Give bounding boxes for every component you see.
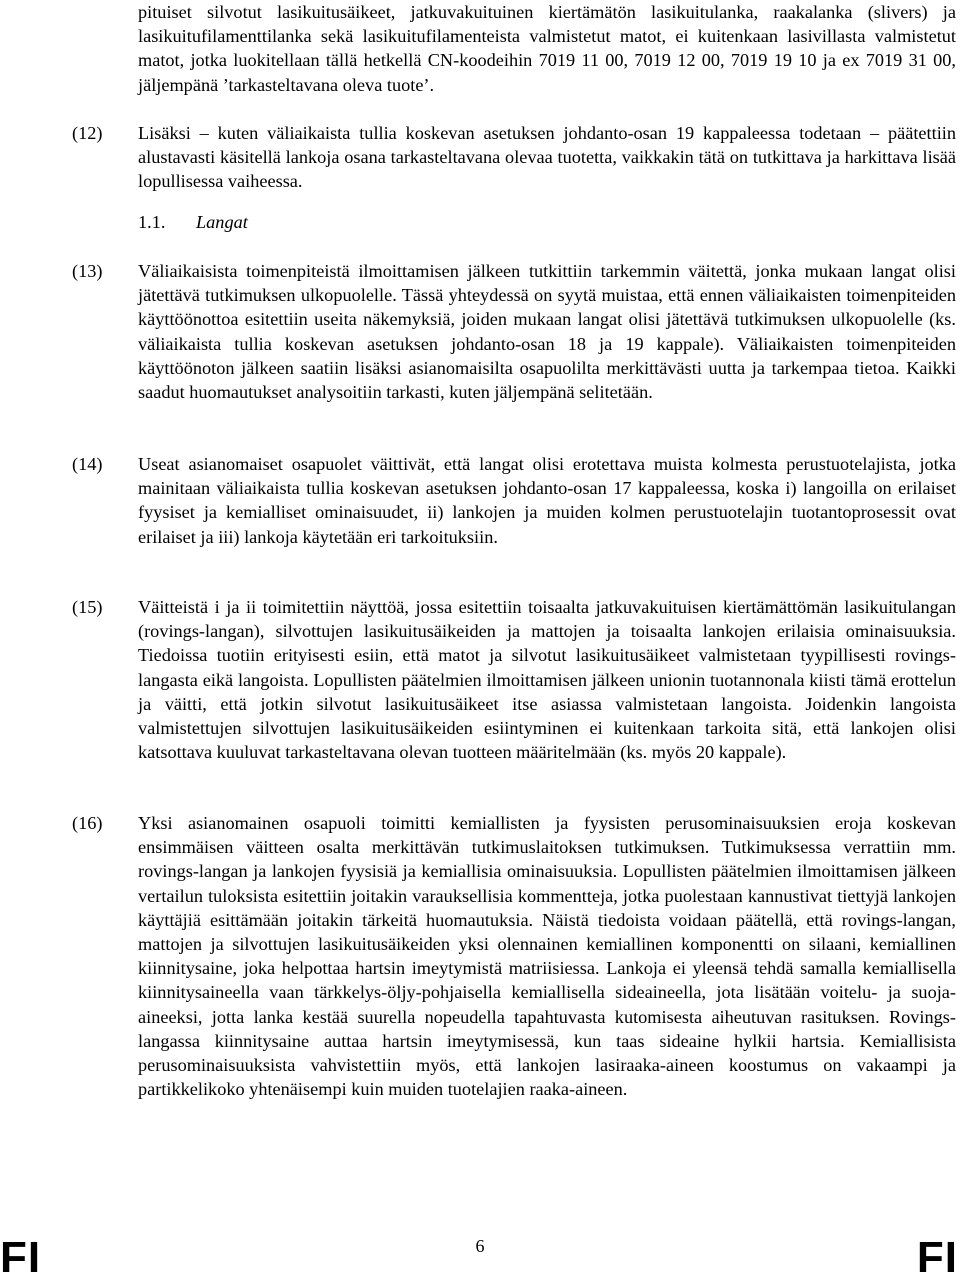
section-heading (138, 210, 248, 234)
paragraph-number-15: (15) (72, 597, 103, 617)
section-heading-number: 1.1. (138, 212, 166, 232)
paragraph-12: Lisäksi – kuten väliaikaista tullia koskevan asetuksen johdanto-osan 19 kappaleessa todetaan – päätettiin alustavasti käsitellä lankoja osana tarkasteltavana olevaa tuotetta, vaikkakin tätä on tutkittava ja harkittava lisää lopullisessa vaiheessa. (138, 123, 956, 192)
paragraph-13: Väliaikaisista toimenpiteistä ilmoittamisen jälkeen tutkittiin tarkemmin väitettä, jonka mukaan langat olisi jätettävä tutkimuksen ulkopuolelle. Tässä yhteydessä on syytä muistaa, että ennen väliaikaisten toimenpiteiden käyttöönottoa esitettiin useita näkemyksiä, joiden mukaan langat olisi jätettävä tutkimuksen ulkopuolelle (ks. väliaikaista tullia koskevan asetuksen johdanto-osan 18 ja 19 kappale). Väliaikaisten toimenpiteiden käyttöönoton jälkeen saatiin lisäksi asianomaisilta osapuolilta merkittävästi uutta ja tarkempaa tietoa. Kaikki saadut huomautukset analysoitiin tarkasti, kuten jäljempänä selitetään. (138, 261, 956, 403)
continuation-paragraph: pituiset silvotut lasikuitusäikeet, jatkuvakuituinen kiertämätön lasikuitulanka, raakalanka (slivers) ja lasikuitufilamenttilanka sekä lasikuitufilamenteista valmistetut matot, ei kuitenkaan lasivillasta valmistetut matot, jotka luokitellaan tällä hetkellä CN-koodeihin 7019 11 00, 7019 12 00, 7019 19 10 ja ex 7019 31 00, jäljempänä ’tarkasteltavana oleva tuote’. (138, 2, 956, 95)
paragraph-14: Useat asianomaiset osapuolet väittivät, että langat olisi erotettava muista kolmesta perustuotelajista, jotka mainitaan väliaikaista tullia koskevan asetuksen johdanto-osan 17 kappaleessa, koska i) langoilla on erilaiset fyysiset ja kemialliset ominaisuudet, ii) lankojen ja muiden kolmen perustuotelajin tuotantoprosessit ovat erilaiset ja iii) lankoja käytetään eri tarkoituksiin. (138, 454, 956, 547)
footer-language-code-left: FI (0, 1233, 42, 1282)
paragraph-number-13: (13) (72, 261, 103, 281)
paragraph-number-16: (16) (72, 813, 103, 833)
paragraph-16: Yksi asianomainen osapuoli toimitti kemiallisten ja fyysisten perusominaisuuksien eroja koskevan ensimmäisen väitteen osalta merkittävän tutkimuslaitoksen tutkimuksen. Tutkimuksessa verrattiin mm. rovings-langan ja lankojen fyysisiä ja kemiallisia ominaisuuksia. Lopullisten päätelmien ilmoittamisen jälkeen vertailun tuloksista esitettiin joitakin varauksellisia kommentteja, jotka puolestaan kannustivat tiettyjä lankojen käyttäjiä esittämään joitakin tärkeitä huomautuksia. Näistä tiedoista voidaan päätellä, että rovings-langan, mattojen ja silvottujen lasikuitusäikeiden yksi olennainen kemiallinen komponentti on silaani, kemiallinen kiinnitysaine, joka helpottaa hartsin imeytymistä matriisiessa. Lankoja ei yleensä tehdä samalla kemiallisella kiinnitysaineella vaan tärkkelys-öljy-pohjaisella kemiallisella sideaineella, jota lisätään voitelu- ja suoja-aineeksi, jotta lanka kestää suurella nopeudella tapahtuvasta kutomisesta aiheutuvan rasituksen. Rovings-langassa kiinnitysaine auttaa hartsin imeytymisessä, kun taas sideaine hylkii hartsia. Kemiallisista perusominaisuuksista vahvistettiin myös, että lankojen lasiraaka-aineen koostumus on vakaampi ja partikkelikoko yhtenäisempi kuin muiden tuotelajien raaka-aineen. (138, 813, 956, 1100)
footer-language-code-right: FI (916, 1233, 958, 1282)
paragraph-15: Väitteistä i ja ii toimitettiin näyttöä, jossa esitettiin toisaalta jatkuvakuituisen kiertämättömän lasikuitulangan (rovings-langan), silvottujen lasikuitusäikeiden ja mattojen ja toisaalta lankojen erilaisia ominaisuuksia. Tiedoissa tuotiin erityisesti esiin, että matot ja silvotut lasikuitusäikeet valmistetaan tyypillisesti rovings-langasta eikä langoista. Lopullisten päätelmien ilmoittamisen jälkeen unionin tuotannonala kiisti tämä erottelun ja väitti, että jotkin silvotut lasikuitusäikeet itse asiassa valmistetaan langoista. Joidenkin langoista valmistettujen silvottujen lasikuitusäikeiden esiintyminen ei kuitenkaan tarkoita sitä, että lankojen olisi katsottava kuuluvat tarkasteltavana olevan tuotteen määritelmään (ks. myös 20 kappale). (138, 597, 956, 763)
paragraph-number-14: (14) (72, 454, 103, 474)
paragraph-number-12: (12) (72, 123, 103, 143)
section-heading-title: Langat (196, 212, 248, 232)
page-number: 6 (475, 1236, 485, 1256)
